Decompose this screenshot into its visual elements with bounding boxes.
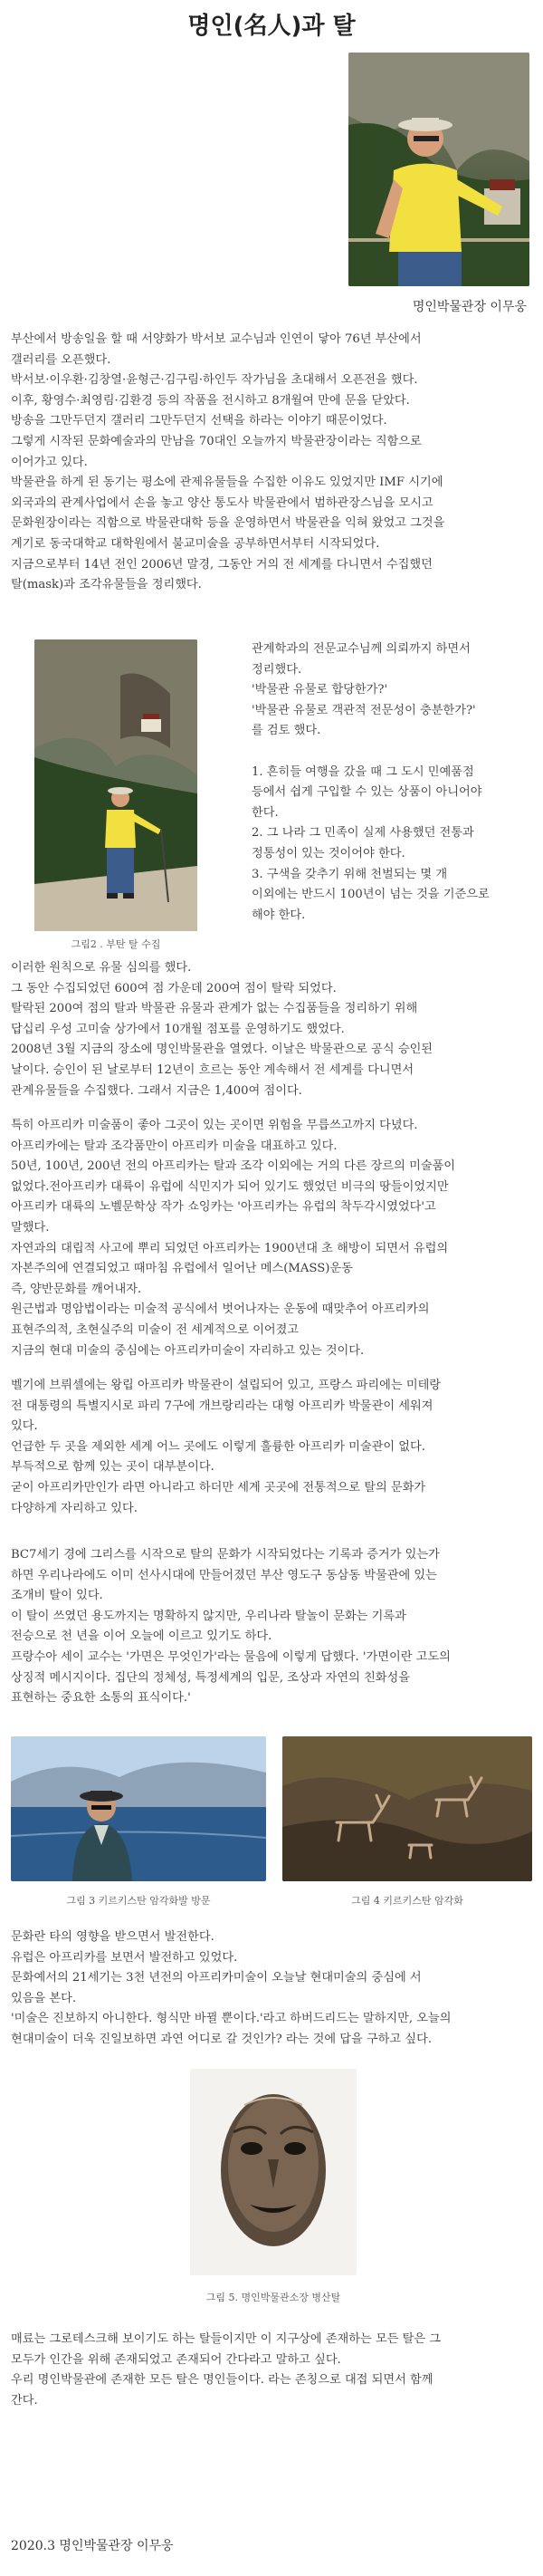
signature: 2020.3 명인박물관장 이무웅 bbox=[11, 2539, 174, 2553]
text-line: 언급한 두 곳을 제외한 세계 어느 곳에도 이렇게 훌륭한 아프리카 미술관이 없다. bbox=[11, 1439, 425, 1454]
text-line: 문화란 타의 영향을 받으면서 발전한다. bbox=[11, 1930, 214, 1944]
text-line: 답십리 우성 고미술 상가에서 10개월 점포를 운영하기도 했었다. bbox=[11, 1022, 345, 1036]
text-line: 특히 아프리카 미술품이 좋아 그곳이 있는 곳이면 위험을 무릅쓰고까지 다녔다. bbox=[11, 1119, 418, 1132]
text-line: 모두가 인간을 위해 존재되었고 존재되어 간다라고 말하고 싶다. bbox=[11, 2352, 341, 2367]
text-line: 탈(mask)과 조각유물들을 정리했다. bbox=[11, 578, 202, 592]
text-line: 그렇게 시작된 문화예술과의 만남을 70대인 오늘까지 박물관장이라는 직함으로 bbox=[11, 434, 422, 448]
text-line: 1. 흔히들 여행을 갔을 때 그 도시 민예품점 bbox=[252, 764, 474, 779]
paragraph-museums bbox=[11, 1376, 441, 1519]
text-line: 우리 명인박물관에 존재한 모든 탈은 명인들이다. 라는 존칭으로 대접 되면서 함께 bbox=[11, 2373, 433, 2388]
text-line: 해야 한다. bbox=[252, 908, 306, 922]
text-line: BC7세기 경에 그리스를 시작으로 탈의 문화가 시작되었다는 기록과 증거가 있는가 bbox=[11, 1548, 440, 1562]
text-line: 관계학과의 전문교수님께 의뢰까지 하면서 bbox=[252, 642, 471, 656]
text-line: 2. 그 나라 그 민족이 실제 사용했던 전통과 bbox=[252, 826, 474, 841]
author-caption: 명인박물관장 이무웅 bbox=[412, 300, 527, 314]
text-line: 등에서 쉽게 구입할 수 있는 상품이 아니어야 bbox=[252, 785, 482, 800]
paragraph-africa bbox=[11, 1116, 455, 1361]
mask-photo bbox=[190, 2069, 357, 2275]
text-line: 이 탈이 쓰였던 용도까지는 명확하지 않지만, 우리나라 탈놀이 문화는 기록과 bbox=[11, 1609, 406, 1623]
text-line: 유럽은 아프리카를 보면서 발전하고 있었다. bbox=[11, 1950, 238, 1965]
text-line: 부득적으로 함께 있는 곳이 대부분이다. bbox=[11, 1460, 214, 1475]
text-line: 다양하게 자리하고 있다. bbox=[11, 1501, 138, 1515]
paragraph-intro bbox=[11, 330, 444, 596]
text-line: 현대미술이 더욱 진일보하면 과연 어디로 갈 것인가? 라는 것에 답을 구하고 싶다. bbox=[11, 2032, 433, 2046]
text-line: 굳이 아프리카만인가 라면 아니라고 하더만 세계 곳곳에 전통적으로 탈의 문화가 bbox=[11, 1480, 426, 1495]
text-line: 박물관을 하게 된 동기는 평소에 관제유물들을 수집한 이유도 있었지만 IMF 시기에 bbox=[11, 476, 443, 490]
text-line: 매료는 그로테스크해 보이기도 하는 탈들이지만 이 지구상에 존재하는 모든 탈은 그 bbox=[11, 2332, 442, 2346]
text-line: 2008년 3월 지금의 장소에 명인박물관을 열였다. 이날은 박물관으로 공식 승인된 bbox=[11, 1043, 433, 1057]
text-line: '미술은 진보하지 아니한다. 형식만 바뀔 뿐이다.'라고 하버드리드는 말하지만, 오늘의 bbox=[11, 2012, 452, 2026]
text-line: 표현하는 중요한 소통의 표식이다.' bbox=[11, 1691, 191, 1706]
caption-fig5: 그림 5. 명인박물관소장 병산탈 bbox=[205, 2292, 341, 2303]
text-line: 상징적 메시지이다. 집단의 정체성, 특정세계의 입문, 조상과 자연의 친화성을 bbox=[11, 1670, 411, 1685]
text-line: 아프리카에는 탈과 조각품만이 아프리카 미술을 대표하고 있다. bbox=[11, 1139, 338, 1153]
text-line: 탈락된 200여 점의 탈과 박물관 유물과 관계가 없는 수집품들을 정리하기 위해 bbox=[11, 1002, 418, 1016]
caption-fig4: 그림 4 키르키스탄 암각화 bbox=[351, 1895, 463, 1907]
text-line: 외국과의 관계사업에서 손을 놓고 양산 통도사 박물관에서 범하관장스님을 모시고 bbox=[11, 495, 433, 510]
text-line: 박서보·이우환·김창열·윤형근·김구림·하인두 작가님을 초대해서 오픈전을 했다. bbox=[11, 373, 418, 388]
petroglyph-rock-icon bbox=[282, 1736, 532, 1881]
text-line: 한다. bbox=[252, 805, 279, 820]
text-line: 표현주의적, 초현실주의 미술이 전 세계적으로 이어졌고 bbox=[11, 1322, 300, 1337]
paragraph-closing bbox=[11, 2330, 441, 2411]
paragraph-culture bbox=[11, 1927, 452, 2051]
text-line: 지금으로부터 14년 전인 2006년 말경, 그동안 거의 전 세계를 다니면서 수집했던 bbox=[11, 557, 433, 572]
text-line: 그 동안 수집되었던 600여 점 가운데 200여 점이 탈락 되었다. bbox=[11, 981, 337, 995]
text-line: 정리했다. bbox=[252, 662, 302, 677]
text-line: 날이다. 승인이 된 날로부터 12년이 흐르는 동안 계속해서 전 세계를 다니면서 bbox=[11, 1062, 414, 1077]
page-title: 명인(名人)과 탈 bbox=[187, 13, 356, 40]
paragraph-review bbox=[252, 639, 490, 926]
text-line: 말했다. bbox=[11, 1220, 50, 1235]
text-line: 방송을 그만두던지 갤러리 그만두던지 선택을 하라는 이야기 때문이었다. bbox=[11, 414, 387, 428]
petroglyph-photo bbox=[282, 1736, 532, 1881]
text-line: 이후, 황영수·최영림·김환경 등의 작품을 전시하고 8개월여 만에 문을 닫았다. bbox=[11, 393, 410, 408]
text-line: 자본주의에 연결되었고 때마침 유럽에서 일어난 메스(MASS)운동 bbox=[11, 1262, 353, 1276]
text-line: '박물관 유물로 합당한가?' bbox=[252, 683, 388, 697]
text-line: 있음을 본다. bbox=[11, 1991, 77, 2005]
caption-fig2: 그림2 . 부탄 탈 수집 bbox=[71, 938, 161, 950]
bhutan-photo bbox=[34, 639, 197, 931]
text-line: 있다. bbox=[11, 1419, 38, 1434]
portrait-yellow-shirt-cliff-icon bbox=[348, 53, 529, 286]
text-line: 문화원장이라는 직함으로 박물관대학 등을 운영하면서 박물관을 익혀 왔었고 그것을 bbox=[11, 516, 445, 531]
text-line: 자연과의 대립적 사고에 뿌리 되었던 아프리카는 1900년대 초 해방이 되면서 유럽의 bbox=[11, 1241, 449, 1255]
text-line: 벨기에 브뤼셀에는 왕립 아프리카 박물관이 설립되어 있고, 프랑스 파리에는 미테랑 bbox=[11, 1379, 442, 1392]
text-line: 부산에서 방송일을 할 때 서양화가 박서보 교수님과 인연이 닿아 76년 부산에서 bbox=[11, 332, 422, 346]
text-line: 전 대통령의 특별지시로 파리 7구에 개브랑리라는 대형 아프리카 박물관이 세워져 bbox=[11, 1399, 433, 1413]
text-line bbox=[252, 742, 490, 763]
text-line: 정통성이 있는 것이어야 한다. bbox=[252, 846, 405, 860]
paragraph-history bbox=[11, 1545, 451, 1709]
text-line: 계기로 동국대학교 대학원에서 불교미술을 공부하면서부터 시작되었다. bbox=[11, 536, 380, 551]
text-line: 문화예서의 21세기는 3천 년전의 아프리카미술이 오늘날 현대미술의 중심에 서 bbox=[11, 1971, 422, 1985]
text-line: 관계유물들을 수집했다. 그래서 지금은 1,400여 점이다. bbox=[11, 1083, 302, 1098]
text-line: 원근법과 명암법이라는 미술적 공식에서 벗어나자는 운동에 때맞추어 아프리카의 bbox=[11, 1302, 430, 1317]
portrait-by-lake-icon bbox=[11, 1736, 266, 1881]
paragraph-collection bbox=[11, 958, 433, 1101]
text-line: 전승으로 천 년을 이어 오늘에 이르고 있기도 하다. bbox=[11, 1629, 272, 1644]
text-line: 프랑수아 세이 교수는 '가면은 무엇인가'라는 물음에 이렇게 답했다. '가면이란 고도의 bbox=[11, 1649, 451, 1664]
text-line: 하면 우리나라에도 이미 선사시대에 만들어졌던 부산 영도구 동삼동 박물관에 있는 bbox=[11, 1568, 437, 1582]
text-line: 아프리카 대륙의 노벨문학상 작가 쇼잉카는 '아프리카는 유럽의 착두각시였었다'고 bbox=[11, 1200, 436, 1215]
text-line: 즉, 양반문화를 깨어내자. bbox=[11, 1282, 142, 1296]
text-line: 를 검토 했다. bbox=[252, 724, 321, 738]
text-line: 지금의 현대 미술의 중심에는 아프리카미술이 자리하고 있는 것이다. bbox=[11, 1343, 365, 1358]
text-line: 50년, 100년, 200년 전의 아프리카는 탈과 조각 이외에는 거의 다른 장르의 미술품이 bbox=[11, 1159, 456, 1174]
caption-fig3: 그림 3 키르키스탄 암각화발 방문 bbox=[66, 1895, 211, 1907]
text-line: 이러한 원칙으로 유물 심의를 했다. bbox=[11, 961, 192, 975]
text-line: '박물관 유물로 객관적 전문성이 충분한가?' bbox=[252, 703, 476, 717]
wooden-mask-icon bbox=[190, 2069, 357, 2275]
text-line: 이어가고 있다. bbox=[11, 455, 88, 469]
text-line: 이외에는 반드시 100년이 넘는 것을 기준으로 bbox=[252, 888, 490, 902]
man-standing-cliff-monastery-icon bbox=[34, 639, 197, 931]
kyrgyzstan-visit-photo bbox=[11, 1736, 266, 1881]
author-photo bbox=[348, 53, 529, 286]
text-line: 간다. bbox=[11, 2393, 38, 2408]
text-line: 3. 구색을 갖추기 위해 천벌되는 몇 개 bbox=[252, 867, 448, 881]
text-line: 없었다.전아프리카 대륙이 유럽에 식민지가 되어 있기도 했었던 비극의 땅들이었지만 bbox=[11, 1179, 449, 1194]
text-line: 갤러리를 오픈했다. bbox=[11, 352, 111, 367]
text-line: 조개비 탈이 있다. bbox=[11, 1589, 103, 1603]
